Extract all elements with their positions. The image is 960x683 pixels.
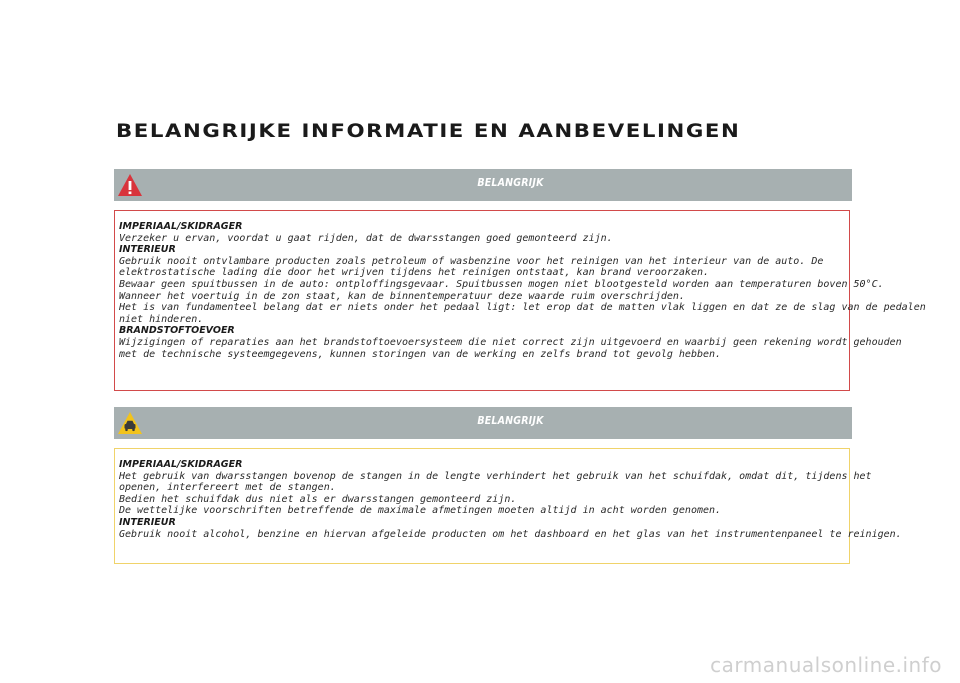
paragraph-line: Wijzigingen of reparaties aan het brandstoftoevoersysteem die niet correct zijn uitgevoerd en waarbij geen rekening wordt gehouden	[119, 336, 902, 348]
paragraph-line: niet hinderen.	[119, 313, 204, 325]
paragraph-line: Het gebruik van dwarsstangen bovenop de stangen in de lengte verhindert het gebruik van het schuifdak, omdat dit, tijdens het	[119, 470, 872, 482]
warning-content-box	[114, 210, 926, 391]
paragraph-line: De wettelijke voorschriften betreffende de maximale afmetingen moeten altijd in acht worden genomen.	[119, 505, 722, 517]
caution-header-label: BELANGRIJK	[477, 415, 544, 427]
watermark: carmanualsonline.info	[710, 653, 942, 677]
warning-header-bar	[114, 169, 852, 201]
paragraph-line: openen, interfereert met de stangen.	[119, 482, 336, 494]
page-title: BELANGRIJKE INFORMATIE EN AANBEVELINGEN	[116, 120, 741, 142]
paragraph-line: Verzeker u ervan, voordat u gaat rijden, dat de dwarsstangen goed gemonteerd zijn.	[119, 232, 613, 244]
warning-header-label: BELANGRIJK	[477, 177, 544, 189]
caution-content-box	[114, 448, 902, 564]
paragraph-line: Bedien het schuifdak dus niet als er dwarsstangen gemonteerd zijn.	[119, 493, 517, 505]
section-heading: INTERIEUR	[119, 244, 176, 256]
section-heading: IMPERIAAL/SKIDRAGER	[119, 459, 243, 470]
paragraph-line: Gebruik nooit ontvlambare producten zoals petroleum of wasbenzine voor het reinigen van het interieur van de auto. De	[119, 255, 824, 267]
paragraph-line: Het is van fundamenteel belang dat er niets onder het pedaal ligt: let erop dat de matten vlak liggen en dat ze de slag van de pedalen	[119, 302, 926, 314]
paragraph-line: elektrostatische lading die door het wrijven tijdens het reinigen ontstaat, kan brand veroorzaken.	[119, 267, 710, 279]
paragraph-line: Wanneer het voertuig in de zon staat, kan de binnentemperatuur deze waarde ruim overschrijden.	[119, 290, 685, 302]
paragraph-line: Bewaar geen spuitbussen in de auto: ontploffingsgevaar. Spuitbussen mogen niet blootgesteld worden aan temperaturen boven 50°C.	[119, 278, 884, 290]
paragraph-line: met de technische systeemgegevens, kunnen storingen van de werking en zelfs brand tot gevolg hebben.	[119, 348, 722, 360]
section-heading: IMPERIAAL/SKIDRAGER	[119, 221, 243, 232]
section-heading: INTERIEUR	[119, 516, 176, 528]
paragraph-line: Gebruik nooit alcohol, benzine en hiervan afgeleide producten om het dashboard en het glas van het instrumentenpaneel te reinigen.	[119, 528, 902, 540]
caution-header-bar	[114, 407, 852, 439]
section-heading: BRANDSTOFTOEVOER	[119, 325, 235, 337]
